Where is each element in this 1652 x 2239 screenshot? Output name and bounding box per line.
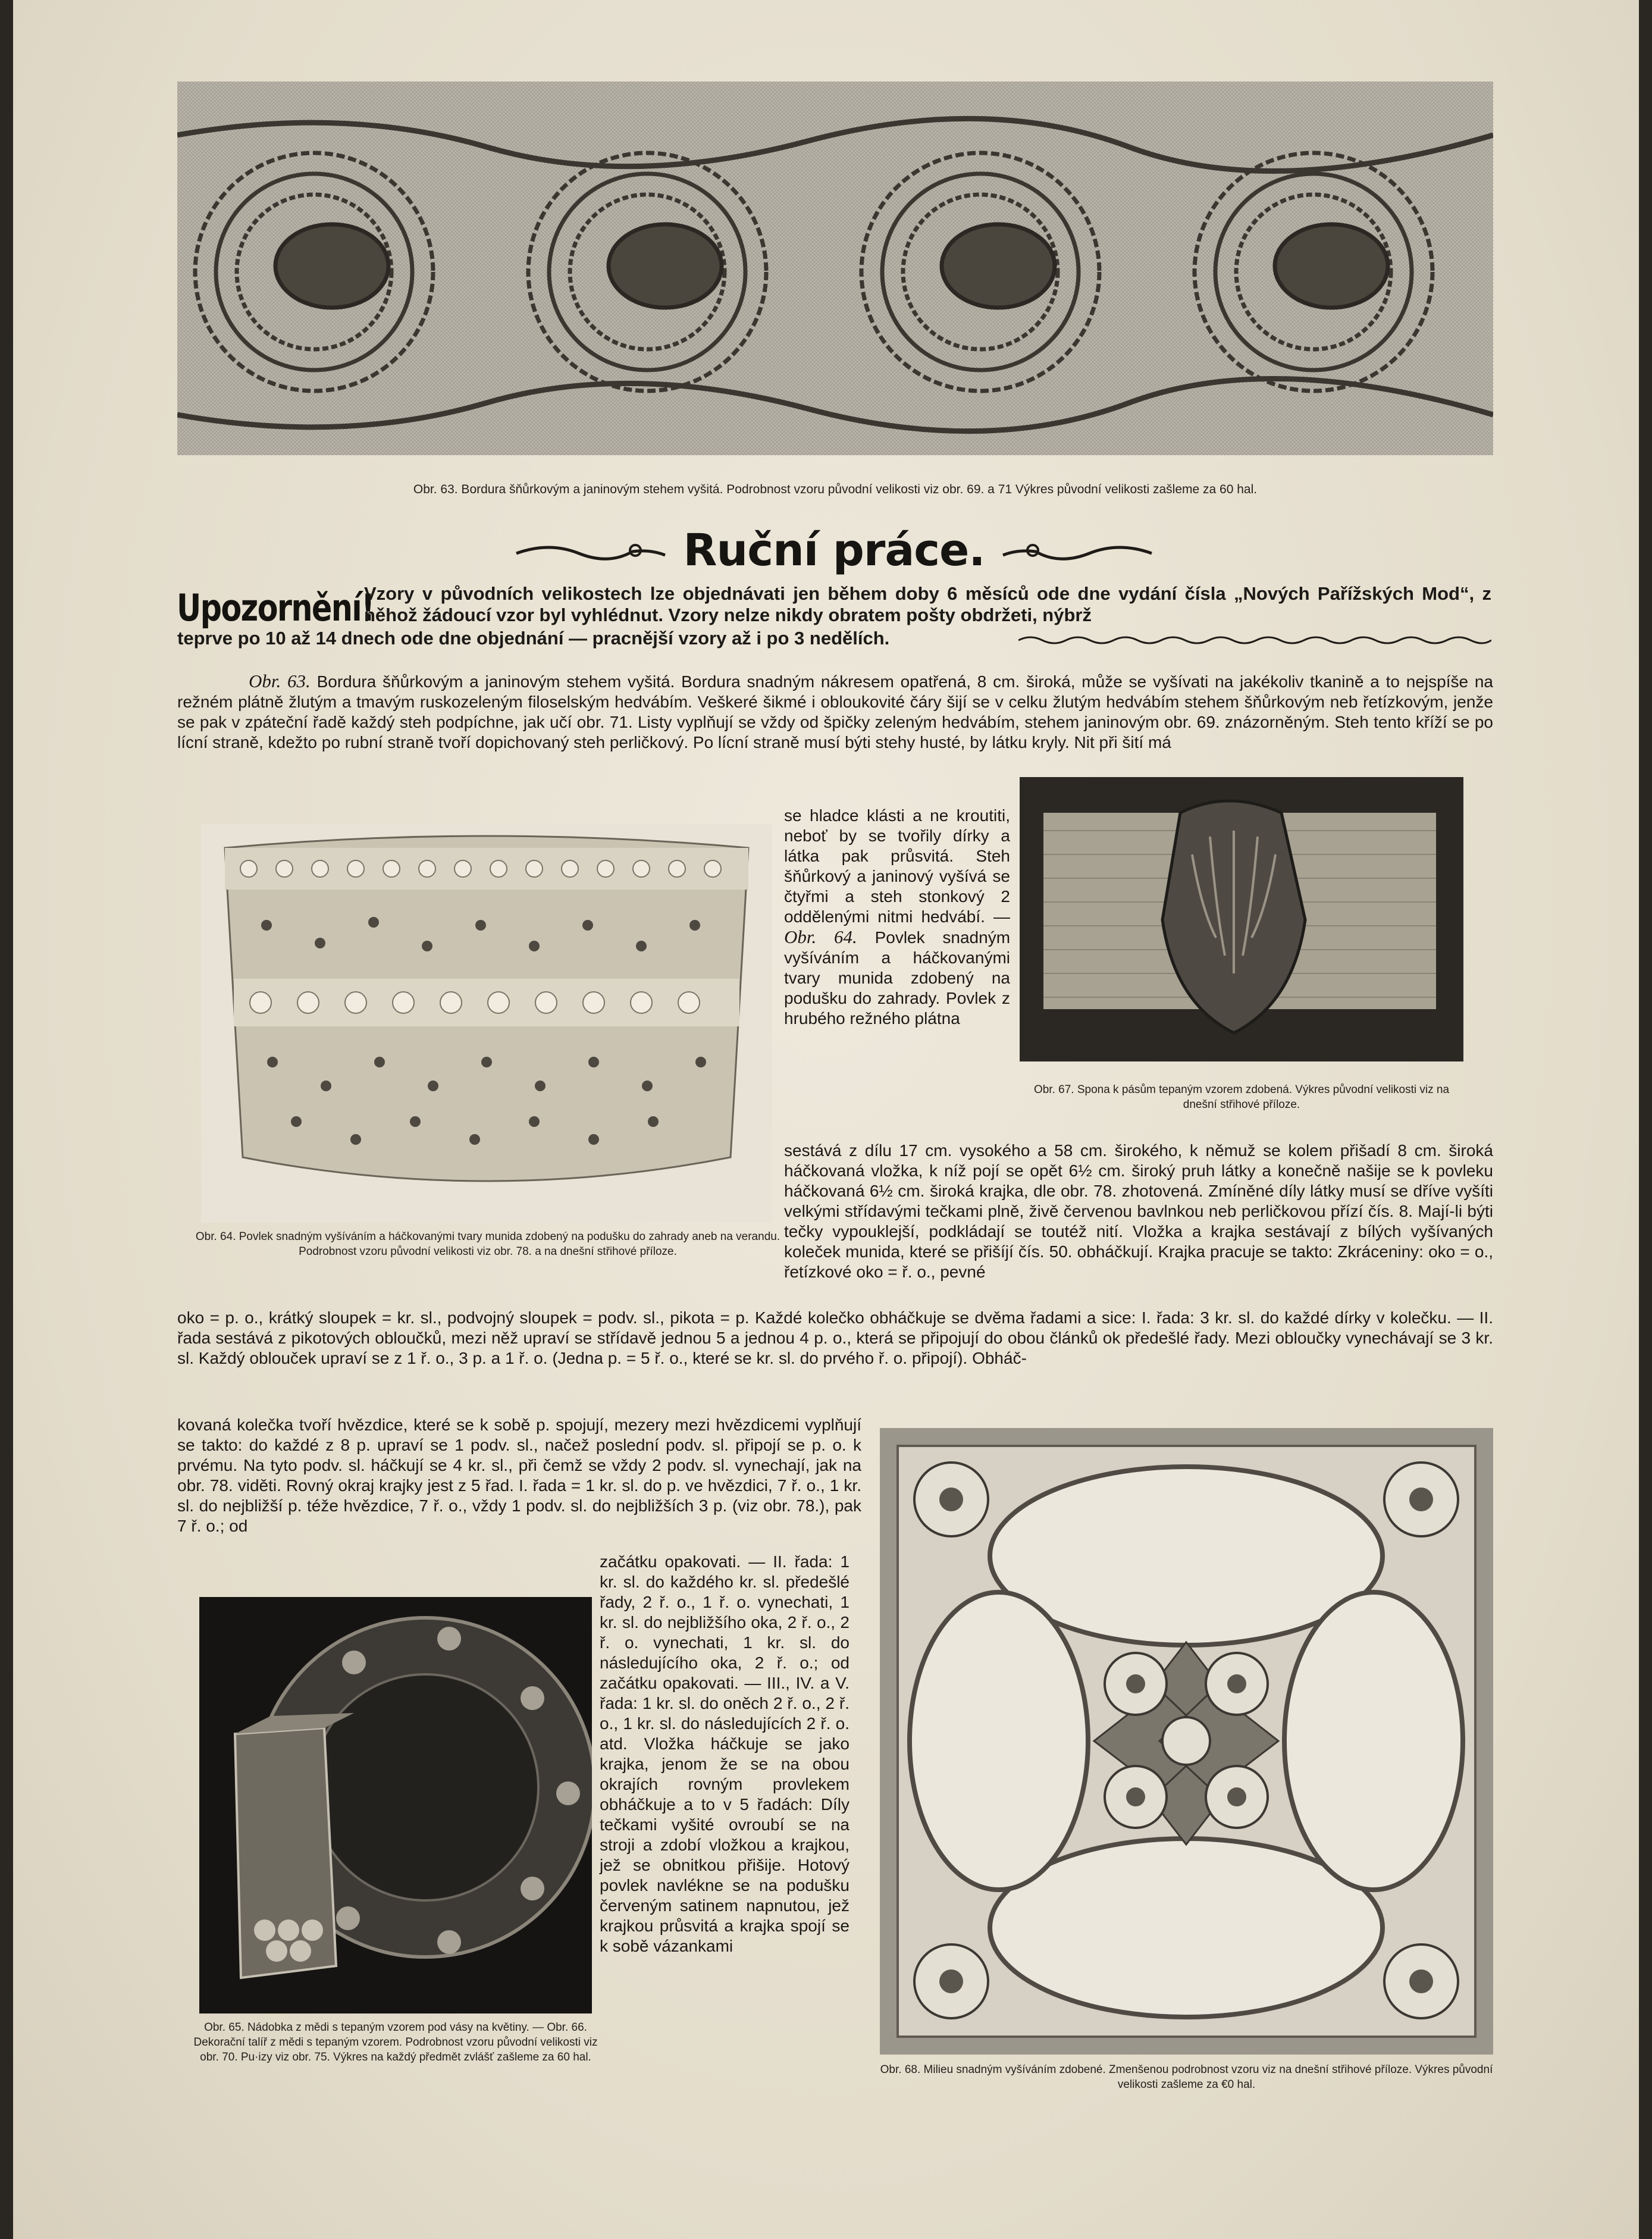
notice-label: Upozornění! <box>177 586 374 630</box>
notice-text-continued: teprve po 10 až 14 dnech ode dne objednání — pracnější vzory až i po 3 nedělích. <box>177 628 890 649</box>
figure-65-66-caption: Obr. 65. Nádobka z mědi s tepaným vzorem pod vásy na květiny. — Obr. 66. Dekorační talíř z mědi s tepaným vzorem. Podrobnost vzoru původní velikosti viz obr. 70. Pu·izy viz obr. 75. Výkres na každý předmět zvlášť zašleme za 60 hal. <box>193 2021 598 2063</box>
article-paragraph-pillow: sestává z dílu 17 cm. vysokého a 58 cm. širokého, k němuž se kolem přišadí 8 cm. široká háčkovaná vložka, k níž pojí se opět 6½ cm. široký pruh látky a konečně našije se k povleku háčkovaná 6½ cm. široká krajka, dle obr. 78. zhotovená. Zmíněné díly látky musí se dříve vyšíti velkými střídavými tečkami plně, živě červenou bavlnkou neb perličkovou přízí čís. 8. Mají-li býti tečky vypouklejší, podkládají se toutéž nití. Vložka a krajka sestávají z bílých vyšívaných koleček munida, které se přišíjí čís. 50. obháčkují. Krajka pracuje se takto: Zkráceniny: oko = o., řetízkové oko = ř. o., pevné <box>784 1141 1493 1281</box>
article-paragraph-lace: oko = p. o., krátký sloupek = kr. sl., podvojný sloupek = podv. sl., pikota = p. Každé kolečko obháčkuje se dvěma řadami a sice: I. řada: 3 kr. sl. do každé dírky v kolečku. — II. řada sestává z pikotových obloučků, mezi něž upraví se střídavě jednou 5 a jednou 4 p. o., která se připojují do obou článků ok předešlé řady. Mezi obloučky vynechávají se 3 kr. sl. Každý oblouček upraví se z 1 ř. o., 3 p. a 1 ř. o. (Jedna p. = 5 ř. o., které se kr. sl. do prvého ř. o. připojí). Obháč- <box>177 1308 1493 1367</box>
section-title: Ruční práce. <box>683 525 985 576</box>
article-narrow-column <box>784 806 1010 1029</box>
article-paragraph-stars: kovaná kolečka tvoří hvězdice, které se k sobě p. spojují, mezery mezi hvězdicemi vyplňují se takto: do každé z 8 p. upraví se 1 podv. sl., načež poslední podv. sl. připojí se p. o. k prvému. Na tyto podv. sl. háčkují se 4 kr. sl., při čemž se vždy 2 podv. sl. vynechají, jak na obr. 78. viděti. Rovný okraj krajky jest z 5 řad. I. řada = 1 kr. sl. do p. ve hvězdici, 7 ř. o., 1 kr. sl. do nejbližší p. téže hvězdice, 7 ř. o., vždy 1 podv. sl. do nejbližších 3 p. (viz obr. 78.), pak 7 ř. o.; od <box>177 1416 861 1535</box>
figure-63-caption: Obr. 63. Bordura šňůrkovým a janinovým stehem vyšitá. Podrobnost vzoru původní velikosti viz obr. 69. a 71 Výkres původní velikosti zašleme za 60 hal. <box>413 483 1258 496</box>
belt-clasp-illustration <box>1020 777 1463 1061</box>
figure-63-border-embroidery <box>177 82 1493 455</box>
copper-vase-plate-illustration <box>199 1597 592 2013</box>
figure-65-66-copper-vase-plate <box>199 1597 592 2013</box>
left-flourish-ornament <box>513 538 668 562</box>
figure-64-pillow <box>201 824 772 1223</box>
obr64-lead: Obr. 64. <box>784 926 857 947</box>
figure-68-milieu <box>880 1428 1493 2055</box>
figure-68-caption: Obr. 68. Milieu snadným vyšíváním zdobené. Zmenšenou podrobnost vzoru viz na dnešní střihové příloze. Výkres původní velikosti zašleme za €0 hal. <box>880 2063 1493 2091</box>
pillow-illustration <box>201 824 772 1223</box>
figure-64-caption: Obr. 64. Povlek snadným vyšíváním a háčkovanými tvary munida zdobený na podušku do zahrady aneb na verandu. Podrobnost vzoru původní velikosti viz obr. 78. a na dnešní střihové příloze. <box>195 1230 780 1258</box>
right-flourish-ornament <box>1000 538 1155 562</box>
article-narrow-column-rows: začátku opakovati. — II. řada: 1 kr. sl. do každého kr. sl. předešlé řady, 2 ř. o., 1 ř. o. vynechati, 1 kr. sl. do nejbližšího oka, 2 ř. o., 2 ř. o. vynechati, 1 kr. sl. do následujícího oka, 2 ř. o.; od začátku opakovati. — III., IV. a V. řada: 1 kr. sl. do oněch 2 ř. o., 2 ř. o., 1 kr. sl. do následujících 2 ř. o. atd. Vložka háčkuje se jako krajka, jenom že se na obou okrajích rovným provlekem obháčkuje a to v 5 řadách: Díly tečkami vyšité ovroubí se na stroji a zdobí vložkou a krajkou, jež se obnitkou přišije. Hotový povlek navlékne se na podušku červeným satinem napnutou, jež krajkou průsvitá a krajka spojí se k sobě vázankami <box>600 1552 849 1955</box>
figure-67-caption: Obr. 67. Spona k pásům tepaným vzorem zdobená. Výkres původní velikosti viz na dnešní střihové příloze. <box>1033 1084 1450 1111</box>
narrow-text-a: se hladce klásti a ne kroutiti, neboť by se tvořily dírky a látka pak průsvitá. Steh šňůrkový a janinový vyšívá se čtyřmi a steh stonkový 2 oddělenými nitmi hedvábí. — <box>784 806 1010 926</box>
obr63-lead: Obr. 63. <box>249 671 311 691</box>
article-paragraph-obr63 <box>177 671 1493 753</box>
narrow-text-b: Povlek snadným vyšíváním a háčkovanými tvary munida zdobený na podušku do zahrady. Povlek z hrubého režného plátna <box>784 928 1011 1028</box>
milieu-illustration <box>880 1428 1493 2055</box>
section-heading <box>447 524 1221 577</box>
border-illustration <box>177 82 1493 455</box>
magazine-page <box>13 0 1639 2239</box>
notice-text: Vzory v původních velikostech lze objednávati jen během doby 6 měsíců ode dne vydání čísla „Nových Pařížských Mod“, z něhož žádoucí vzor byl vyhlédnut. Vzory nelze nikdy obratem pošty obdržeti, nýbrž <box>364 583 1491 625</box>
figure-67-belt-clasp <box>1020 777 1463 1061</box>
obr63-text: Bordura šňůrkovým a janinovým stehem vyšitá. Bordura snadným nákresem opatřená, 8 cm. široká, může se vyšívati na jakékoliv tkanině a to nejspíše na režném plátně žlutým a tmavým ruskozeleným filoselským hedvábím. Veškeré šikmé i obloukovité čáry šijí se v celku žlutým hedvábím stehem šňůrkovým neb řetízkovým, jenže se pak v zpáteční řadě každý steh podpíchne, jak učí obr. 71. Listy vyplňují se vždy od špičky zeleným hedvábím, stehem janinovým obr. 69. znázorněným. Steh tento kříží se po lícní straně, kdežto po rubní straně tvoří dopichovaný steh perličkový. Po lícní straně musí býti stehy husté, by látku kryly. Nit při šití má <box>177 672 1494 751</box>
wavy-rule-ornament <box>1018 634 1491 646</box>
